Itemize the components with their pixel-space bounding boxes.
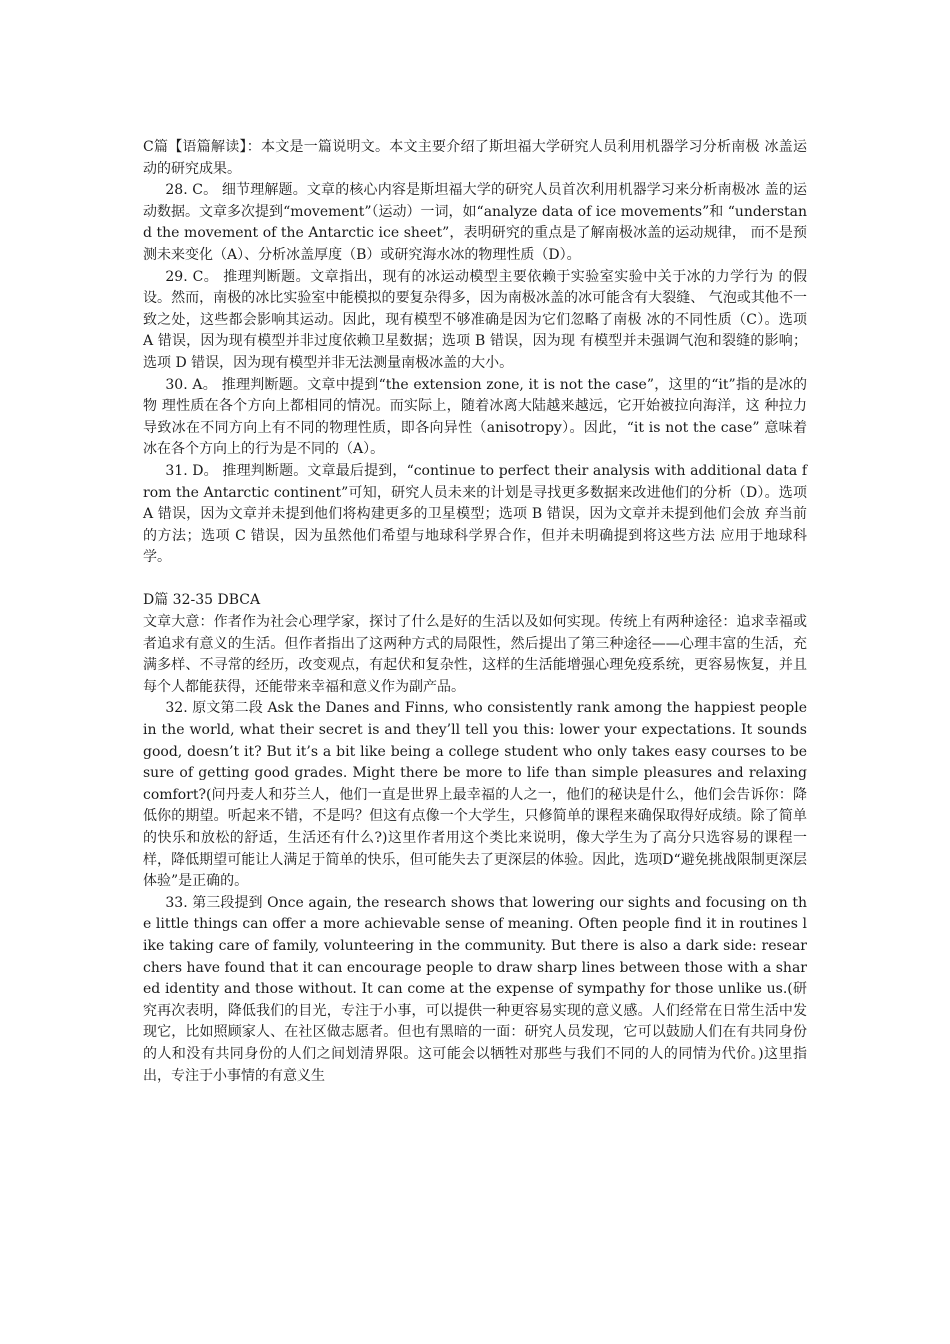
answer-31: 31. D。 推理判断题。文章最后提到，“continue to perfect their analysis with additional data from the Antarctic continent”可知，研究人员未来的计划是寻找更多数据来改进他们的分析（D）。选项 A 错误，因为文章并未提到他们将构建更多的卫星模型；选项 B 错误，因为文章并未提到他们会放 弃当前的方法；选项 C 错误，因为虽然他们希望与地球科学界合作，但并未明确提到将这些方法 应用于地球科学。 (143, 462, 807, 566)
answer-29: 29. C。 推理判断题。文章指出，现有的冰运动模型主要依赖于实验室实验中关于冰的力学行为 的假设。然而，南极的冰比实验室中能模拟的要复杂得多，因为南极冰盖的冰可能含有大裂缝、 气泡或其他不一致之处，这些都会影响其运动。因此，现有模型不够准确是因为它们忽略了南极 冰的不同性质（C）。选项 A 错误，因为现有模型并非过度依赖卫星数据；选项 B 错误，因为现 有模型并未强调气泡和裂缝的影响；选项 D 错误，因为现有模型并非无法测量南极冰盖的大小。 (143, 268, 807, 371)
section-d-header: D篇 32-35 DBCA (143, 592, 261, 609)
section-c-summary: C篇【语篇解读】：本文是一篇说明文。本文主要介绍了斯坦福大学研究人员利用机器学习分析南极 冰盖运动的研究成果。 (143, 139, 807, 177)
answer-28: 28. C。 细节理解题。文章的核心内容是斯坦福大学的研究人员首次利用机器学习来分析南极冰 盖的运动数据。文章多次提到“movement”（运动）一词，如“analyze data of ice movements”和 “understand the movement of the Antarctic ice sheet”，表明研究的重点是了解南极冰盖的运动规律， 而不是预测未来变化（A）、分析冰盖厚度（B）或研究海水冰的物理性质（D）。 (143, 182, 807, 263)
answer-30: 30. A。 推理判断题。文章中提到“the extension zone, it is not the case”，这里的“it”指的是冰的物 理性质在各个方向上都相同的情况。而实际上，随着冰离大陆越来越远，它开始被拉向海洋，这 种拉力导致冰在不同方向上有不同的物理性质，即各向异性（anisotropy）。因此，“it is not the case” 意味着冰在各个方向上的行为是不同的（A）。 (143, 376, 807, 458)
section-gap (143, 569, 807, 591)
document-page (143, 137, 807, 1087)
answer-33: 33. 第三段提到 Once again, the research shows that lowering our sights and focusing on the little things can offer a more achievable sense of meaning. Often people find it in routines like taking care of family, volunteering in the community. But there is also a dark side: researchers have found that it can encourage people to draw sharp lines between those with a shared identity and those without. It can come at the expense of sympathy for those unlike us.(研究再次表明，降低我们的目光，专注于小事，可以提供一种更容易实现的意义感。人们经常在日常生活中发现它，比如照顾家人、在社区做志愿者。但也有黑暗的一面：研究人员发现，它可以鼓励人们在有共同身份的人和没有共同身份的人们之间划清界限。这可能会以牺牲对那些与我们不同的人的同情为代价。)这里指出，专注于小事情的有意义生 (143, 894, 807, 1084)
section-d-summary: 文章大意：作者作为社会心理学家，探讨了什么是好的生活以及如何实现。传统上有两种途径：追求幸福或者追求有意义的生活。但作者指出了这两种方式的局限性，然后提出了第三种途径——心理丰富的生活，充满多样、不寻常的经历，改变观点，有起伏和复杂性，这样的生活能增强心理免疫系统，更容易恢复，并且每个人都能获得，还能带来幸福和意义作为副产品。 (143, 614, 807, 695)
answer-32: 32. 原文第二段 Ask the Danes and Finns, who consistently rank among the happiest people in the world, what their secret is and they’ll tell you this: lower your expectations. It sounds good, doesn’t it? But it’s a bit like being a college student who only takes easy courses to be sure of getting good grades. Might there be more to life than simple pleasures and relaxing comfort?(问丹麦人和芬兰人，他们一直是世界上最幸福的人之一，他们的秘诀是什么，他们会告诉你：降低你的期望。听起来不错，不是吗？但这有点像一个大学生，只修简单的课程来确保取得好成绩。除了简单的快乐和放松的舒适，生活还有什么?)这里作者用这个类比来说明，像大学生为了高分只选容易的课程一样，降低期望可能让人满足于简单的快乐，但可能失去了更深层的体验。因此，选项D“避免挑战限制更深层体验”是正确的。 (143, 700, 807, 890)
